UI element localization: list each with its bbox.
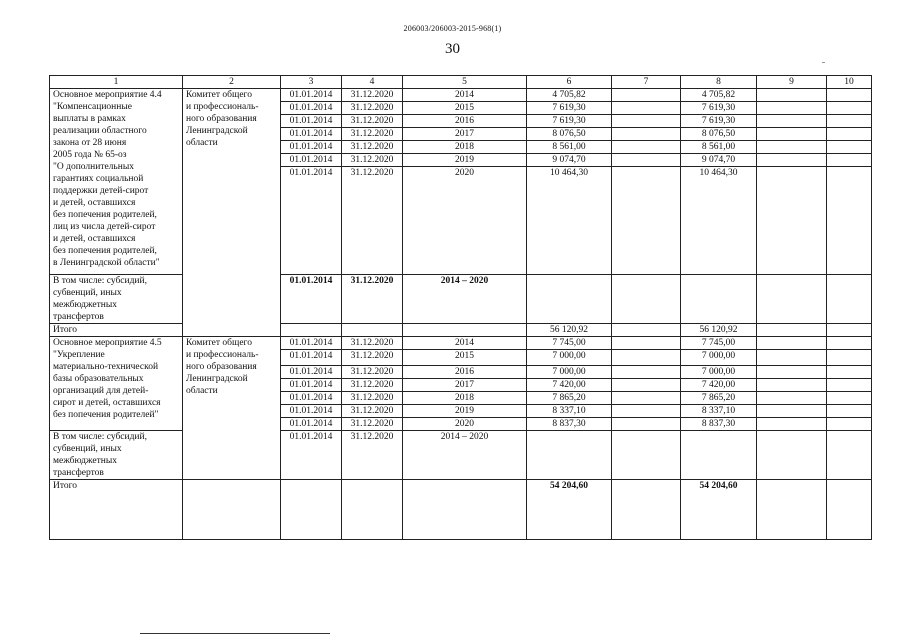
table-cell: [757, 141, 827, 154]
table-cell: 54 204,60: [681, 480, 757, 540]
table-cell: [757, 379, 827, 392]
table-cell: 10 464,30: [527, 167, 612, 275]
table-cell: [757, 128, 827, 141]
table-cell: [827, 102, 872, 115]
table-cell: [827, 115, 872, 128]
table-cell: 01.01.2014: [281, 102, 342, 115]
table-cell: [612, 337, 681, 350]
table-cell: [612, 431, 681, 480]
table-cell: [612, 141, 681, 154]
total-row: [50, 324, 872, 337]
table-cell: 2018: [403, 392, 527, 405]
budget-table: [49, 75, 872, 540]
table-cell: 54 204,60: [527, 480, 612, 540]
table-cell: 31.12.2020: [342, 418, 403, 431]
table-cell: Итого: [50, 480, 183, 540]
table-cell: [281, 480, 342, 540]
table-cell: [827, 324, 872, 337]
table-cell: 01.01.2014: [281, 418, 342, 431]
table-cell: [612, 115, 681, 128]
table-cell: 31.12.2020: [342, 102, 403, 115]
table-cell: 8 337,10: [527, 405, 612, 418]
table-cell: 8 076,50: [681, 128, 757, 141]
table-cell: [612, 480, 681, 540]
table-cell: 2016: [403, 366, 527, 379]
header-cell: 3: [281, 76, 342, 89]
table-cell: [612, 392, 681, 405]
table-cell: [827, 392, 872, 405]
table-cell: [612, 405, 681, 418]
table-cell: [757, 405, 827, 418]
table-cell: [612, 379, 681, 392]
table-cell: 7 420,00: [527, 379, 612, 392]
table-cell: [827, 431, 872, 480]
table-cell: 7 619,30: [681, 102, 757, 115]
table-cell: 01.01.2014: [281, 128, 342, 141]
table-cell: [827, 154, 872, 167]
table-cell: [757, 392, 827, 405]
table-cell: 2017: [403, 128, 527, 141]
table-cell: [757, 102, 827, 115]
table-cell: [757, 154, 827, 167]
table-cell: 8 837,30: [527, 418, 612, 431]
table-cell: 01.01.2014: [281, 337, 342, 350]
header-cell: 8: [681, 76, 757, 89]
table-cell: [403, 480, 527, 540]
table-cell: [757, 350, 827, 366]
table-row: [50, 431, 872, 480]
header-cell: 5: [403, 76, 527, 89]
table-cell: [183, 480, 281, 540]
table-cell: 8 076,50: [527, 128, 612, 141]
subsidy-label: В том числе: субсидий, субвенций, иных межбюджетных трансфертов: [50, 275, 183, 324]
table-cell: 9 074,70: [681, 154, 757, 167]
table-cell: 01.01.2014: [281, 366, 342, 379]
table-cell: [612, 154, 681, 167]
header-cell: 10: [827, 76, 872, 89]
table-row: [50, 337, 872, 350]
page-number: 30: [445, 41, 460, 57]
table-cell: 31.12.2020: [342, 154, 403, 167]
table-cell: 2020: [403, 167, 527, 275]
table-cell: 2014 – 2020: [403, 431, 527, 480]
table-cell: 01.01.2014: [281, 405, 342, 418]
table-cell: 31.12.2020: [342, 89, 403, 102]
table-cell: 31.12.2020: [342, 337, 403, 350]
header-cell: 2: [183, 76, 281, 89]
table-cell: 31.12.2020: [342, 115, 403, 128]
table-cell: 7 745,00: [681, 337, 757, 350]
table-cell: 2019: [403, 405, 527, 418]
table-cell: [681, 275, 757, 324]
table-cell: [612, 366, 681, 379]
table-cell: 8 561,00: [527, 141, 612, 154]
table-cell: [827, 128, 872, 141]
table-row: [50, 89, 872, 102]
header-cell: 9: [757, 76, 827, 89]
table-cell: [827, 418, 872, 431]
table-cell: 01.01.2014: [281, 141, 342, 154]
table-cell: [757, 167, 827, 275]
table-cell: 4 705,82: [527, 89, 612, 102]
table-cell: 01.01.2014: [281, 115, 342, 128]
table-cell: [527, 275, 612, 324]
table-cell: [757, 418, 827, 431]
table-cell: [403, 324, 527, 337]
table-cell: 2017: [403, 379, 527, 392]
table-cell: 31.12.2020: [342, 275, 403, 324]
table-cell: 31.12.2020: [342, 141, 403, 154]
table-cell: 7 865,20: [527, 392, 612, 405]
header-cell: 4: [342, 76, 403, 89]
table-cell: 31.12.2020: [342, 379, 403, 392]
table-cell: [612, 128, 681, 141]
table-cell: 01.01.2014: [281, 275, 342, 324]
header-row: [50, 76, 872, 89]
executor-4-4: Комитет общего и профессиональ- ного образования Ленинградской области: [183, 89, 281, 337]
table-cell: 7 000,00: [527, 350, 612, 366]
table-cell: 2014: [403, 337, 527, 350]
table-cell: 7 000,00: [527, 366, 612, 379]
table-cell: Итого: [50, 324, 183, 337]
header-cell: 1: [50, 76, 183, 89]
table-cell: [757, 431, 827, 480]
table-cell: 4 705,82: [681, 89, 757, 102]
table-cell: 01.01.2014: [281, 379, 342, 392]
table-cell: [527, 431, 612, 480]
table-cell: 01.01.2014: [281, 154, 342, 167]
table-cell: [681, 431, 757, 480]
table-cell: 7 619,30: [527, 102, 612, 115]
table-cell: [757, 337, 827, 350]
table-cell: 7 619,30: [527, 115, 612, 128]
table-cell: 31.12.2020: [342, 431, 403, 480]
table-cell: 31.12.2020: [342, 167, 403, 275]
table-cell: 01.01.2014: [281, 392, 342, 405]
table-cell: 56 120,92: [527, 324, 612, 337]
table-cell: [827, 275, 872, 324]
table-cell: 8 837,30: [681, 418, 757, 431]
table-cell: [757, 480, 827, 540]
table-cell: 01.01.2014: [281, 431, 342, 480]
table-cell: 01.01.2014: [281, 167, 342, 275]
total-row: [50, 480, 872, 540]
table-row: [50, 275, 872, 324]
table-cell: 7 745,00: [527, 337, 612, 350]
table-cell: 01.01.2014: [281, 89, 342, 102]
table-cell: [757, 324, 827, 337]
table-cell: 7 865,20: [681, 392, 757, 405]
table-cell: 2014 – 2020: [403, 275, 527, 324]
table-cell: 10 464,30: [681, 167, 757, 275]
table-cell: 2016: [403, 115, 527, 128]
table-cell: [281, 324, 342, 337]
table-cell: [612, 275, 681, 324]
table-cell: 2018: [403, 141, 527, 154]
table-cell: 9 074,70: [527, 154, 612, 167]
table-cell: [612, 350, 681, 366]
table-cell: [827, 89, 872, 102]
subsidy-label: В том числе: субсидий, субвенций, иных межбюджетных трансфертов: [50, 431, 183, 480]
table-cell: 31.12.2020: [342, 366, 403, 379]
table-cell: 2019: [403, 154, 527, 167]
table-cell: [827, 379, 872, 392]
table-cell: [612, 418, 681, 431]
header-cell: 7: [612, 76, 681, 89]
table-cell: [827, 141, 872, 154]
table-cell: [612, 89, 681, 102]
table-cell: 2014: [403, 89, 527, 102]
table-cell: [612, 102, 681, 115]
table-cell: [827, 337, 872, 350]
measure-title-4-4: Основное мероприятие 4.4 "Компенсационные выплаты в рамках реализации областного закона от 28 июня 2005 года № 65-оз "О дополнительных гарантиях социальной поддержки детей-сирот и детей, оставшихся без попечения родителей, лиц из числа детей-сирот и детей, оставшихся без попечения родителей, в Ленинградской области": [50, 89, 183, 275]
table-cell: [612, 167, 681, 275]
table-cell: [827, 167, 872, 275]
table-cell: [827, 480, 872, 540]
table-cell: [342, 324, 403, 337]
table-cell: 8 561,00: [681, 141, 757, 154]
table-cell: [342, 480, 403, 540]
table-cell: 7 619,30: [681, 115, 757, 128]
scan-mark: [822, 62, 825, 63]
table-cell: 7 420,00: [681, 379, 757, 392]
executor-4-5: Комитет общего и профессиональ- ного образования Ленинградской области: [183, 337, 281, 480]
table-cell: [827, 350, 872, 366]
table-cell: 01.01.2014: [281, 350, 342, 366]
table-cell: 8 337,10: [681, 405, 757, 418]
table-cell: 7 000,00: [681, 350, 757, 366]
table-cell: 7 000,00: [681, 366, 757, 379]
table-cell: [757, 366, 827, 379]
document-id: 206003/206003-2015-968(1): [403, 24, 502, 33]
table-cell: [612, 324, 681, 337]
table-cell: [757, 115, 827, 128]
table-cell: 2015: [403, 102, 527, 115]
table-cell: [757, 89, 827, 102]
table-cell: 56 120,92: [681, 324, 757, 337]
table-cell: [827, 405, 872, 418]
table-cell: 2020: [403, 418, 527, 431]
table-cell: 31.12.2020: [342, 350, 403, 366]
table-cell: 31.12.2020: [342, 392, 403, 405]
measure-title-4-5: Основное мероприятие 4.5 "Укрепление материально-технической базы образовательных организаций для детей- сирот и детей, оставшихся без попечения родителей": [50, 337, 183, 431]
table-cell: 31.12.2020: [342, 405, 403, 418]
header-cell: 6: [527, 76, 612, 89]
table-cell: [827, 366, 872, 379]
table-cell: 2015: [403, 350, 527, 366]
bottom-rule: [140, 633, 330, 634]
table-cell: 31.12.2020: [342, 128, 403, 141]
table-cell: [757, 275, 827, 324]
